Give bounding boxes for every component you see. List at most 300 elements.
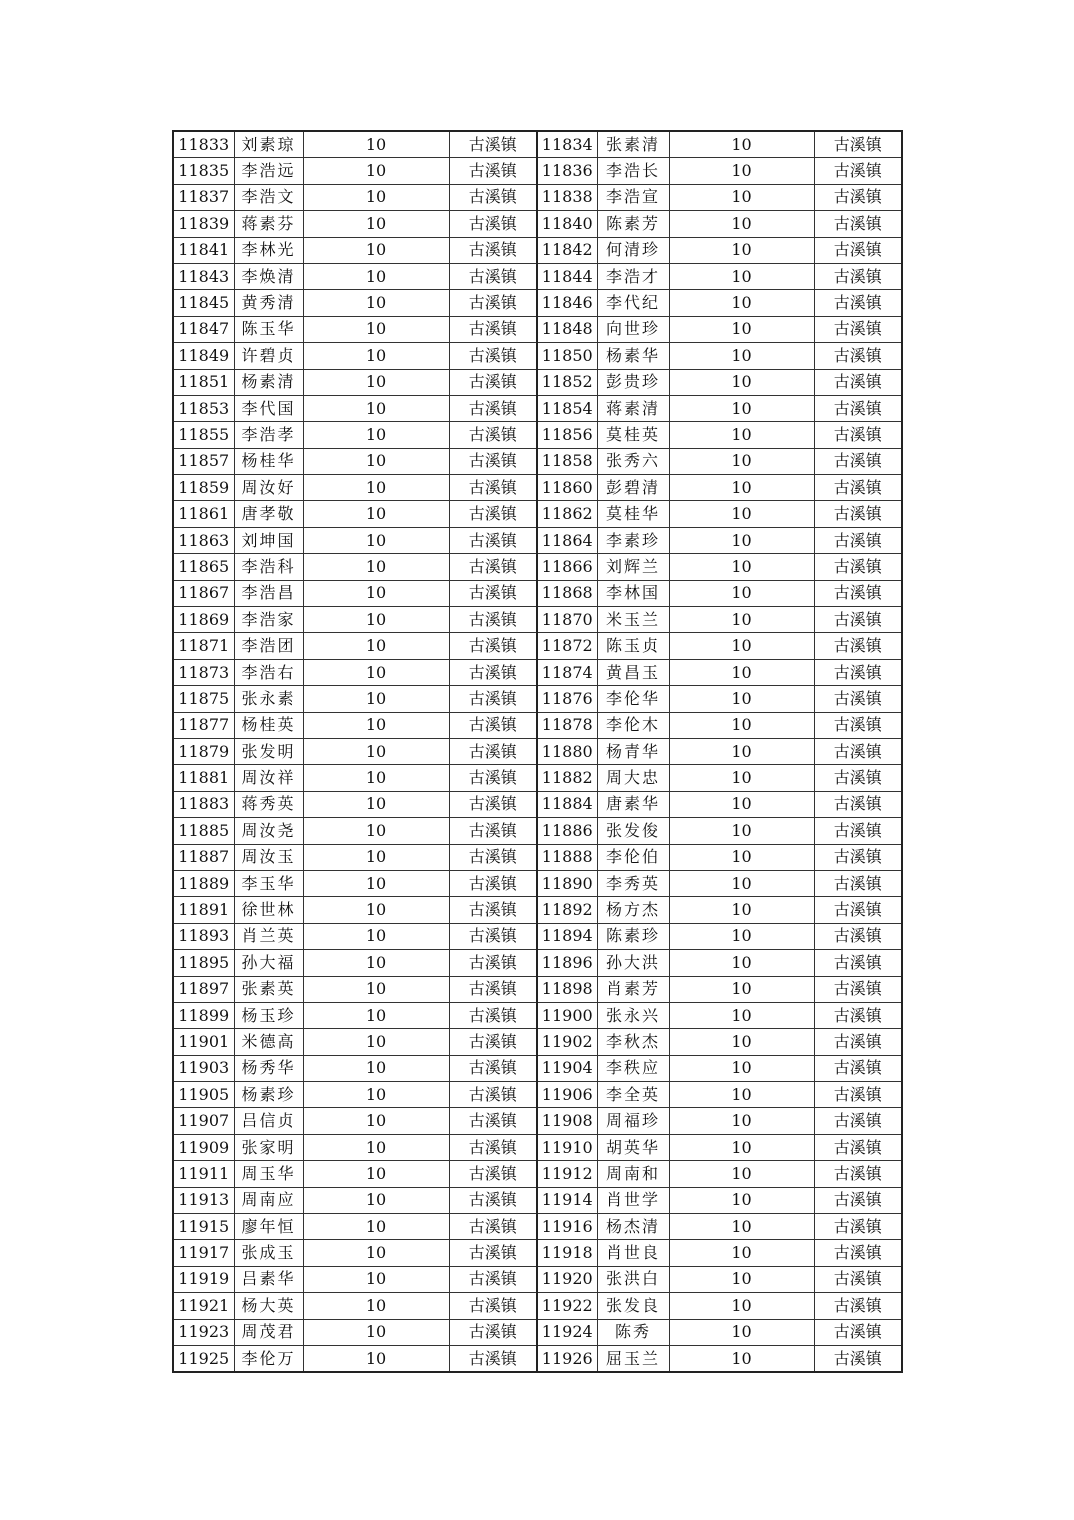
person-name: 李浩团: [234, 633, 303, 659]
record-id: 11915: [173, 1214, 234, 1240]
amount-value: 10: [303, 923, 449, 949]
amount-value: 10: [303, 448, 449, 474]
town-name: 古溪镇: [449, 765, 537, 791]
town-name: 古溪镇: [449, 1108, 537, 1134]
amount-value: 10: [303, 554, 449, 580]
town-name: 古溪镇: [814, 211, 902, 237]
record-id: 11867: [173, 580, 234, 606]
person-name: 刘辉兰: [597, 554, 669, 580]
record-id: 11900: [537, 1002, 597, 1028]
amount-value: 10: [303, 290, 449, 316]
record-id: 11891: [173, 897, 234, 923]
table-row: [173, 712, 902, 738]
record-id: 11902: [537, 1029, 597, 1055]
table-row: [173, 633, 902, 659]
amount-value: 10: [303, 818, 449, 844]
table-row: [173, 316, 902, 342]
town-name: 古溪镇: [449, 633, 537, 659]
person-name: 李浩孝: [234, 422, 303, 448]
record-id: 11920: [537, 1266, 597, 1292]
amount-value: 10: [669, 184, 814, 210]
town-name: 古溪镇: [449, 818, 537, 844]
amount-value: 10: [303, 897, 449, 923]
record-id: 11864: [537, 527, 597, 553]
table-row: [173, 738, 902, 764]
person-name: 肖世良: [597, 1240, 669, 1266]
record-id: 11918: [537, 1240, 597, 1266]
amount-value: 10: [303, 395, 449, 421]
town-name: 古溪镇: [449, 131, 537, 158]
person-name: 屈玉兰: [597, 1345, 669, 1372]
town-name: 古溪镇: [814, 448, 902, 474]
town-name: 古溪镇: [814, 184, 902, 210]
person-name: 肖兰英: [234, 923, 303, 949]
amount-value: 10: [669, 1108, 814, 1134]
amount-value: 10: [303, 738, 449, 764]
town-name: 古溪镇: [449, 1293, 537, 1319]
person-name: 米德高: [234, 1029, 303, 1055]
table-row: [173, 844, 902, 870]
table-row: [173, 1240, 902, 1266]
town-name: 古溪镇: [814, 1293, 902, 1319]
record-id: 11861: [173, 501, 234, 527]
record-id: 11909: [173, 1134, 234, 1160]
record-id: 11924: [537, 1319, 597, 1345]
person-name: 张永兴: [597, 1002, 669, 1028]
person-name: 吕素华: [234, 1266, 303, 1292]
town-name: 古溪镇: [814, 131, 902, 158]
record-id: 11912: [537, 1161, 597, 1187]
amount-value: 10: [669, 448, 814, 474]
town-name: 古溪镇: [814, 369, 902, 395]
amount-value: 10: [303, 659, 449, 685]
person-name: 杨素华: [597, 343, 669, 369]
person-name: 黄秀清: [234, 290, 303, 316]
town-name: 古溪镇: [814, 237, 902, 263]
amount-value: 10: [303, 1266, 449, 1292]
record-id: 11870: [537, 607, 597, 633]
table-row: [173, 448, 902, 474]
record-id: 11916: [537, 1214, 597, 1240]
amount-value: 10: [303, 1029, 449, 1055]
amount-value: 10: [303, 791, 449, 817]
amount-value: 10: [303, 1345, 449, 1372]
record-id: 11853: [173, 395, 234, 421]
amount-value: 10: [303, 422, 449, 448]
table-row: [173, 475, 902, 501]
person-name: 唐素华: [597, 791, 669, 817]
amount-value: 10: [303, 369, 449, 395]
table-row: [173, 1345, 902, 1372]
town-name: 古溪镇: [814, 527, 902, 553]
town-name: 古溪镇: [814, 263, 902, 289]
town-name: 古溪镇: [449, 1134, 537, 1160]
record-id: 11925: [173, 1345, 234, 1372]
town-name: 古溪镇: [814, 554, 902, 580]
amount-value: 10: [303, 765, 449, 791]
record-id: 11880: [537, 738, 597, 764]
amount-value: 10: [669, 1161, 814, 1187]
person-name: 张发良: [597, 1293, 669, 1319]
record-id: 11858: [537, 448, 597, 474]
person-name: 李浩昌: [234, 580, 303, 606]
table-row: [173, 290, 902, 316]
town-name: 古溪镇: [449, 1214, 537, 1240]
town-name: 古溪镇: [449, 158, 537, 184]
amount-value: 10: [303, 1082, 449, 1108]
table-row: [173, 580, 902, 606]
town-name: 古溪镇: [814, 1187, 902, 1213]
amount-value: 10: [669, 659, 814, 685]
record-id: 11856: [537, 422, 597, 448]
person-name: 蒋素芬: [234, 211, 303, 237]
record-id: 11881: [173, 765, 234, 791]
table-row: [173, 1134, 902, 1160]
person-name: 胡英华: [597, 1134, 669, 1160]
record-id: 11917: [173, 1240, 234, 1266]
town-name: 古溪镇: [449, 659, 537, 685]
amount-value: 10: [669, 527, 814, 553]
record-id: 11901: [173, 1029, 234, 1055]
record-id: 11868: [537, 580, 597, 606]
person-name: 李代国: [234, 395, 303, 421]
town-name: 古溪镇: [814, 923, 902, 949]
record-id: 11926: [537, 1345, 597, 1372]
town-name: 古溪镇: [449, 1082, 537, 1108]
record-id: 11871: [173, 633, 234, 659]
town-name: 古溪镇: [449, 501, 537, 527]
amount-value: 10: [303, 976, 449, 1002]
town-name: 古溪镇: [814, 1161, 902, 1187]
table-row: [173, 395, 902, 421]
table-row: [173, 1055, 902, 1081]
person-name: 孙大洪: [597, 950, 669, 976]
town-name: 古溪镇: [814, 818, 902, 844]
amount-value: 10: [303, 184, 449, 210]
person-name: 李浩长: [597, 158, 669, 184]
table-row: [173, 897, 902, 923]
person-name: 唐孝敬: [234, 501, 303, 527]
person-name: 周茂君: [234, 1319, 303, 1345]
record-id: 11905: [173, 1082, 234, 1108]
town-name: 古溪镇: [449, 1002, 537, 1028]
table-row: [173, 607, 902, 633]
record-id: 11919: [173, 1266, 234, 1292]
record-id: 11888: [537, 844, 597, 870]
person-name: 张素英: [234, 976, 303, 1002]
person-name: 周汝玉: [234, 844, 303, 870]
amount-value: 10: [669, 1266, 814, 1292]
record-id: 11894: [537, 923, 597, 949]
town-name: 古溪镇: [814, 1319, 902, 1345]
person-name: 杨桂华: [234, 448, 303, 474]
amount-value: 10: [303, 1055, 449, 1081]
table-row: [173, 1029, 902, 1055]
town-name: 古溪镇: [449, 923, 537, 949]
person-name: 李秀英: [597, 870, 669, 896]
table-row: [173, 686, 902, 712]
town-name: 古溪镇: [449, 554, 537, 580]
amount-value: 10: [669, 290, 814, 316]
amount-value: 10: [303, 131, 449, 158]
record-id: 11923: [173, 1319, 234, 1345]
record-id: 11886: [537, 818, 597, 844]
person-name: 周汝好: [234, 475, 303, 501]
town-name: 古溪镇: [814, 738, 902, 764]
town-name: 古溪镇: [814, 343, 902, 369]
table-row: [173, 343, 902, 369]
table-row: [173, 923, 902, 949]
town-name: 古溪镇: [449, 211, 537, 237]
town-name: 古溪镇: [814, 158, 902, 184]
amount-value: 10: [669, 765, 814, 791]
amount-value: 10: [669, 633, 814, 659]
table-row: [173, 765, 902, 791]
record-id: 11914: [537, 1187, 597, 1213]
amount-value: 10: [669, 1240, 814, 1266]
record-id: 11854: [537, 395, 597, 421]
person-name: 杨素清: [234, 369, 303, 395]
record-id: 11879: [173, 738, 234, 764]
town-name: 古溪镇: [814, 870, 902, 896]
person-name: 周南应: [234, 1187, 303, 1213]
record-id: 11862: [537, 501, 597, 527]
town-name: 古溪镇: [814, 1345, 902, 1372]
person-name: 周南和: [597, 1161, 669, 1187]
record-id: 11904: [537, 1055, 597, 1081]
record-id: 11839: [173, 211, 234, 237]
person-name: 周大忠: [597, 765, 669, 791]
person-name: 杨秀华: [234, 1055, 303, 1081]
amount-value: 10: [303, 1161, 449, 1187]
person-name: 陈素芳: [597, 211, 669, 237]
amount-value: 10: [303, 263, 449, 289]
town-name: 古溪镇: [814, 633, 902, 659]
town-name: 古溪镇: [814, 607, 902, 633]
town-name: 古溪镇: [449, 686, 537, 712]
record-id: 11863: [173, 527, 234, 553]
person-name: 李焕清: [234, 263, 303, 289]
amount-value: 10: [303, 633, 449, 659]
record-id: 11842: [537, 237, 597, 263]
town-name: 古溪镇: [449, 448, 537, 474]
person-name: 周汝祥: [234, 765, 303, 791]
record-id: 11898: [537, 976, 597, 1002]
record-id: 11876: [537, 686, 597, 712]
record-id: 11845: [173, 290, 234, 316]
amount-value: 10: [303, 158, 449, 184]
amount-value: 10: [669, 950, 814, 976]
amount-value: 10: [303, 712, 449, 738]
amount-value: 10: [669, 343, 814, 369]
record-id: 11837: [173, 184, 234, 210]
table-row: [173, 263, 902, 289]
record-id: 11897: [173, 976, 234, 1002]
town-name: 古溪镇: [449, 316, 537, 342]
table-row: [173, 237, 902, 263]
record-id: 11911: [173, 1161, 234, 1187]
person-name: 刘素琼: [234, 131, 303, 158]
record-id: 11846: [537, 290, 597, 316]
town-name: 古溪镇: [449, 607, 537, 633]
town-name: 古溪镇: [449, 422, 537, 448]
amount-value: 10: [669, 501, 814, 527]
person-name: 张发明: [234, 738, 303, 764]
amount-value: 10: [669, 422, 814, 448]
amount-value: 10: [669, 818, 814, 844]
town-name: 古溪镇: [449, 475, 537, 501]
table-row: [173, 950, 902, 976]
record-id: 11893: [173, 923, 234, 949]
town-name: 古溪镇: [449, 395, 537, 421]
amount-value: 10: [303, 1002, 449, 1028]
table-row: [173, 131, 902, 158]
amount-value: 10: [303, 870, 449, 896]
town-name: 古溪镇: [449, 870, 537, 896]
record-id: 11841: [173, 237, 234, 263]
person-name: 莫桂华: [597, 501, 669, 527]
record-id: 11840: [537, 211, 597, 237]
record-id: 11838: [537, 184, 597, 210]
table-row: [173, 1214, 902, 1240]
amount-value: 10: [303, 1240, 449, 1266]
amount-value: 10: [669, 158, 814, 184]
table-row: [173, 184, 902, 210]
person-name: 杨青华: [597, 738, 669, 764]
amount-value: 10: [669, 395, 814, 421]
table-row: [173, 1002, 902, 1028]
record-id: 11887: [173, 844, 234, 870]
table-row: [173, 976, 902, 1002]
amount-value: 10: [303, 844, 449, 870]
town-name: 古溪镇: [814, 1108, 902, 1134]
person-name: 张秀六: [597, 448, 669, 474]
person-name: 李浩科: [234, 554, 303, 580]
town-name: 古溪镇: [449, 844, 537, 870]
record-id: 11882: [537, 765, 597, 791]
table-row: [173, 369, 902, 395]
person-name: 杨大英: [234, 1293, 303, 1319]
town-name: 古溪镇: [814, 475, 902, 501]
record-id: 11921: [173, 1293, 234, 1319]
amount-value: 10: [669, 1055, 814, 1081]
person-name: 李林光: [234, 237, 303, 263]
record-id: 11907: [173, 1108, 234, 1134]
town-name: 古溪镇: [814, 580, 902, 606]
person-name: 许碧贞: [234, 343, 303, 369]
record-id: 11890: [537, 870, 597, 896]
amount-value: 10: [303, 1214, 449, 1240]
town-name: 古溪镇: [449, 976, 537, 1002]
amount-value: 10: [669, 580, 814, 606]
amount-value: 10: [669, 607, 814, 633]
table-row: [173, 527, 902, 553]
table-row: [173, 1161, 902, 1187]
table-row: [173, 554, 902, 580]
town-name: 古溪镇: [449, 290, 537, 316]
amount-value: 10: [669, 1293, 814, 1319]
amount-value: 10: [669, 475, 814, 501]
town-name: 古溪镇: [449, 950, 537, 976]
record-id: 11869: [173, 607, 234, 633]
record-id: 11844: [537, 263, 597, 289]
amount-value: 10: [669, 923, 814, 949]
person-name: 吕信贞: [234, 1108, 303, 1134]
person-name: 彭碧清: [597, 475, 669, 501]
person-name: 廖年恒: [234, 1214, 303, 1240]
town-name: 古溪镇: [449, 369, 537, 395]
town-name: 古溪镇: [449, 343, 537, 369]
amount-value: 10: [669, 369, 814, 395]
amount-value: 10: [303, 686, 449, 712]
person-name: 李素珍: [597, 527, 669, 553]
town-name: 古溪镇: [449, 1240, 537, 1266]
record-id: 11855: [173, 422, 234, 448]
amount-value: 10: [303, 475, 449, 501]
town-name: 古溪镇: [814, 501, 902, 527]
roster-body: [173, 131, 902, 1372]
person-name: 徐世林: [234, 897, 303, 923]
person-name: 陈玉贞: [597, 633, 669, 659]
person-name: 李全英: [597, 1082, 669, 1108]
person-name: 陈素珍: [597, 923, 669, 949]
record-id: 11899: [173, 1002, 234, 1028]
town-name: 古溪镇: [449, 738, 537, 764]
town-name: 古溪镇: [814, 686, 902, 712]
record-id: 11877: [173, 712, 234, 738]
person-name: 李浩远: [234, 158, 303, 184]
person-name: 杨玉珍: [234, 1002, 303, 1028]
record-id: 11889: [173, 870, 234, 896]
record-id: 11860: [537, 475, 597, 501]
amount-value: 10: [669, 237, 814, 263]
record-id: 11848: [537, 316, 597, 342]
amount-value: 10: [669, 263, 814, 289]
record-id: 11859: [173, 475, 234, 501]
town-name: 古溪镇: [814, 844, 902, 870]
amount-value: 10: [669, 211, 814, 237]
amount-value: 10: [669, 131, 814, 158]
record-id: 11878: [537, 712, 597, 738]
person-name: 李林国: [597, 580, 669, 606]
town-name: 古溪镇: [449, 184, 537, 210]
town-name: 古溪镇: [449, 1055, 537, 1081]
person-name: 陈玉华: [234, 316, 303, 342]
person-name: 周汝尧: [234, 818, 303, 844]
person-name: 张发俊: [597, 818, 669, 844]
person-name: 肖世学: [597, 1187, 669, 1213]
record-id: 11850: [537, 343, 597, 369]
record-id: 11874: [537, 659, 597, 685]
record-id: 11852: [537, 369, 597, 395]
town-name: 古溪镇: [814, 1134, 902, 1160]
record-id: 11922: [537, 1293, 597, 1319]
town-name: 古溪镇: [449, 527, 537, 553]
person-name: 李浩才: [597, 263, 669, 289]
table-row: [173, 659, 902, 685]
record-id: 11875: [173, 686, 234, 712]
amount-value: 10: [669, 976, 814, 1002]
amount-value: 10: [669, 1345, 814, 1372]
record-id: 11884: [537, 791, 597, 817]
person-name: 李伦华: [597, 686, 669, 712]
record-id: 11873: [173, 659, 234, 685]
amount-value: 10: [303, 580, 449, 606]
record-id: 11892: [537, 897, 597, 923]
town-name: 古溪镇: [449, 712, 537, 738]
record-id: 11835: [173, 158, 234, 184]
town-name: 古溪镇: [814, 976, 902, 1002]
